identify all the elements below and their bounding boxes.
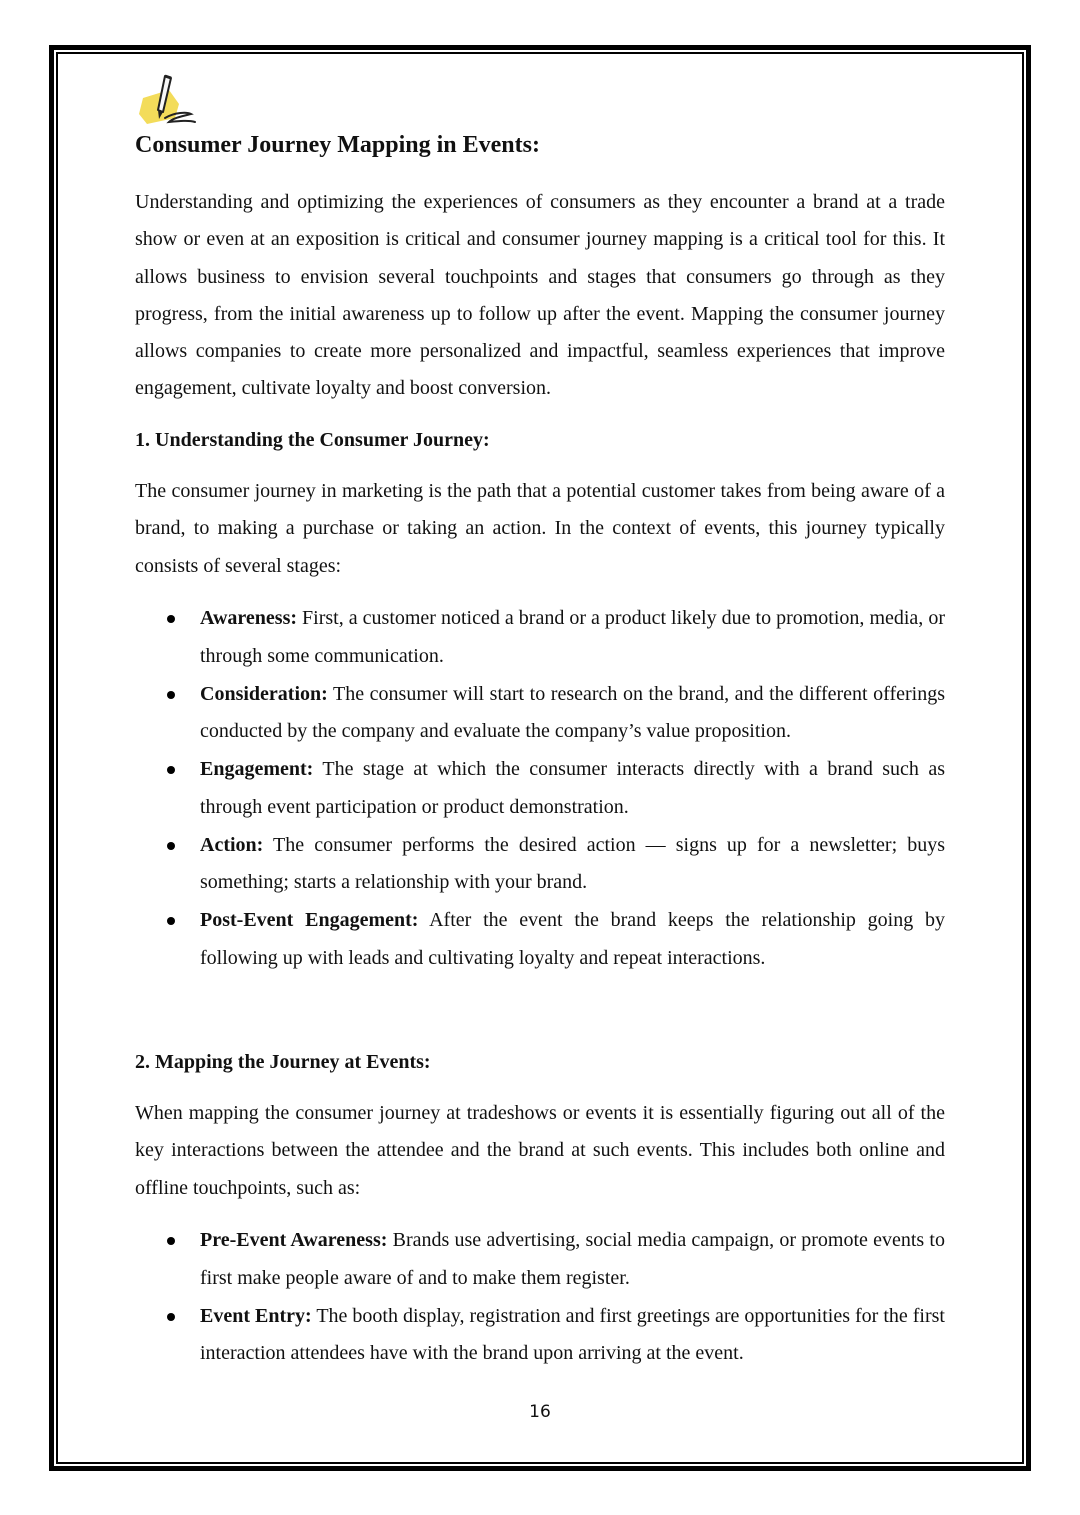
stage-term: Awareness: bbox=[200, 607, 298, 629]
bullet-icon bbox=[167, 1313, 175, 1321]
intro-paragraph: Understanding and optimizing the experiences of consumers as they encounter a brand at a trade show or even at an exposition is critical and consumer journey mapping is a critical tool for this. It allows business to envision several touchpoints and stages that consumers go through as they progress, from the initial awareness up to follow up after the event. Mapping the consumer journey allows companies to create more personalized and impactful, seamless experiences that improve engagement, cultivate loyalty and boost conversion. bbox=[135, 191, 945, 400]
touchpoint-description: The booth display, registration and first greetings are opportunities for the first interaction attendees have with the brand upon arriving at the event. bbox=[200, 1304, 945, 1364]
section-1-heading: 1. Understanding the Consumer Journey: bbox=[135, 429, 490, 451]
touchpoint-description: Brands use advertising, social media campaign, or promote events to first make people aware of and to make them register. bbox=[200, 1229, 945, 1289]
list-item bbox=[135, 751, 945, 826]
list-item bbox=[135, 600, 945, 675]
touchpoint-term: Pre-Event Awareness: bbox=[200, 1229, 388, 1251]
stage-term: Engagement: bbox=[200, 758, 314, 780]
bullet-icon bbox=[167, 1237, 175, 1245]
list-item bbox=[135, 676, 945, 751]
section-1-stage-list bbox=[135, 600, 945, 978]
stage-description: First, a customer noticed a brand or a product likely due to promotion, media, or through some communication. bbox=[200, 607, 945, 667]
pen-writing-icon bbox=[135, 72, 201, 132]
stage-description: After the event the brand keeps the relationship going by following up with leads and cultivating loyalty and repeat interactions. bbox=[200, 909, 945, 969]
bullet-icon bbox=[167, 766, 175, 774]
section-2-heading: 2. Mapping the Journey at Events: bbox=[135, 1051, 431, 1073]
bullet-icon bbox=[167, 842, 175, 850]
list-item bbox=[135, 827, 945, 902]
list-item bbox=[135, 1222, 945, 1297]
section-1-body: The consumer journey in marketing is the path that a potential customer takes from being aware of a brand, to making a purchase or taking an action. In the context of events, this journey typically consists of several stages: bbox=[135, 480, 945, 577]
stage-description: The consumer performs the desired action — signs up for a newsletter; buys something; starts a relationship with your brand. bbox=[200, 833, 945, 893]
list-item bbox=[135, 902, 945, 977]
stage-description: The stage at which the consumer interacts directly with a brand such as through event participation or product demonstration. bbox=[200, 758, 945, 818]
touchpoint-term: Event Entry: bbox=[200, 1304, 312, 1327]
section-2-body: When mapping the consumer journey at tradeshows or events it is essentially figuring out all of the key interactions between the attendee and the brand at such events. This includes both online and offline touchpoints, such as: bbox=[135, 1102, 945, 1199]
stage-term: Post-Event Engagement: bbox=[200, 909, 419, 931]
stage-description: The consumer will start to research on the brand, and the different offerings conducted by the company and evaluate the company’s value proposition. bbox=[200, 682, 945, 742]
section-2-touchpoint-list bbox=[135, 1222, 945, 1373]
page-number: 16 bbox=[529, 1402, 551, 1422]
stage-term: Consideration: bbox=[200, 682, 328, 705]
bullet-icon bbox=[167, 615, 175, 623]
stage-term: Action: bbox=[200, 833, 264, 856]
page-title: Consumer Journey Mapping in Events: bbox=[135, 132, 540, 158]
bullet-icon bbox=[167, 691, 175, 699]
list-item bbox=[135, 1298, 945, 1373]
bullet-icon bbox=[167, 917, 175, 925]
